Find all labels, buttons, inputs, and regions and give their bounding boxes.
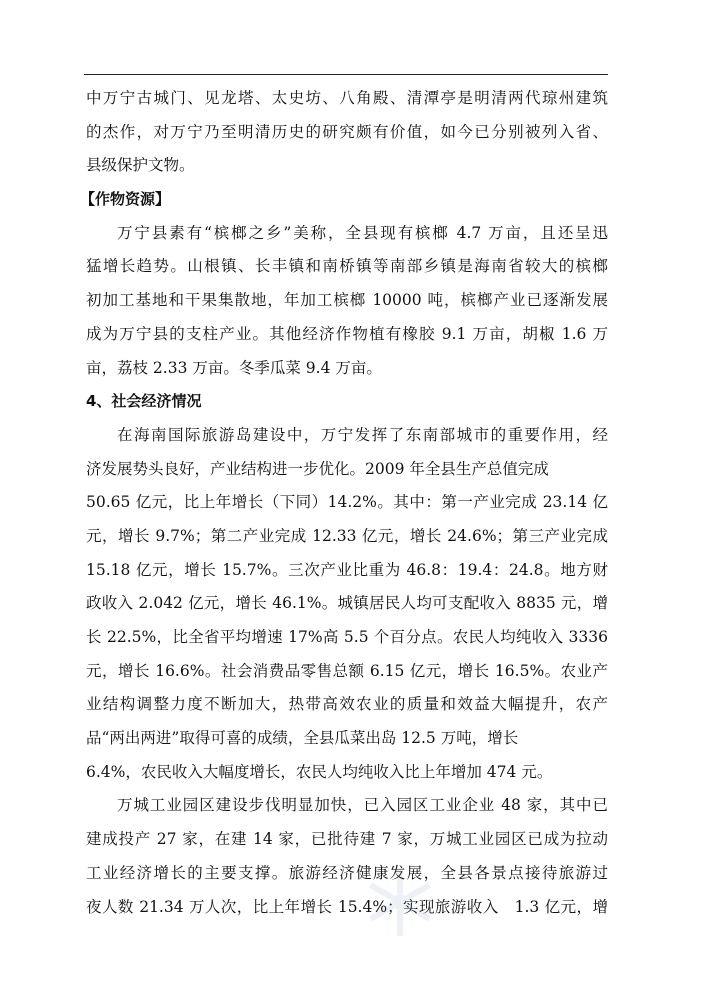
section-heading-socioeconomic: 4、社会经济情况 <box>86 392 202 411</box>
text-line: 品“两出两进”取得可喜的成绩，全县瓜菜出岛 12.5 万吨，增长 <box>86 729 519 748</box>
text-line: 政收入 2.042 亿元，增长 46.1%。城镇居民人均可支配收入 8835 元，增 <box>86 594 608 613</box>
text-line: 元，增长 16.6%。社会消费品零售总额 6.15 亿元，增长 16.5%。农业产 <box>86 661 608 680</box>
text-line: 亩，荔枝 2.33 万亩。冬季瓜菜 9.4 万亩。 <box>86 358 382 377</box>
text-line: 中万宁古城门、见龙塔、太史坊、八角殿、清潭亭是明清两代琼州建筑 <box>86 89 608 107</box>
text-line: 成为万宁县的支柱产业。其他经济作物植有橡胶 9.1 万亩，胡椒 1.6 万 <box>86 324 608 343</box>
section-heading-crop-resources: 【作物资源】 <box>80 190 171 209</box>
text-line: 在海南国际旅游岛建设中，万宁发挥了东南部城市的重要作用，经 <box>117 425 608 444</box>
text-line: 50.65 亿元，比上年增长（下同）14.2%。其中：第一产业完成 23.14 亿 <box>86 493 608 512</box>
text-line: 建成投产 27 家，在建 14 家，已批待建 7 家，万城工业园区已成为拉动 <box>86 830 608 849</box>
text-line: 元，增长 9.7%；第二产业完成 12.33 亿元，增长 24.6%；第三产业完成 <box>86 526 608 545</box>
text-line: 15.18 亿元，增长 15.7%。三次产业比重为 46.8：19.4：24.8。地方财 <box>86 560 608 579</box>
text-line: 业结构调整力度不断加大，热带高效农业的质量和效益大幅提升，农产 <box>86 695 608 714</box>
header-rule <box>84 74 608 75</box>
text-line: 猛增长趋势。山根镇、长丰镇和南桥镇等南部乡镇是海南省较大的槟榔 <box>86 257 608 276</box>
text-line: 的杰作，对万宁乃至明清历史的研究颇有价值，如今已分别被列入省、 <box>86 122 608 141</box>
text-line: 万宁县素有“槟榔之乡”美称，全县现有槟榔 4.7 万亩，且还呈迅 <box>117 223 608 242</box>
text-line: 工业经济增长的主要支撑。旅游经济健康发展，全县各景点接待旅游过 <box>86 863 608 882</box>
text-line: 长 22.5%，比全省平均增速 17%高 5.5 个百分点。农民人均纯收入 3336 <box>86 628 608 646</box>
document-body <box>80 82 608 924</box>
text-line: 初加工基地和干果集散地，年加工槟榔 10000 吨，槟榔产业已逐渐发展 <box>86 291 608 310</box>
text-line: 万城工业园区建设步伐明显加快，已入园区工业企业 48 家，其中已 <box>117 796 608 815</box>
text-line: 6.4%，农民收入大幅度增长，农民人均纯收入比上年增加 474 元。 <box>86 762 553 781</box>
text-line: 夜人数 21.34 万人次，比上年增长 15.4%；实现旅游收入 1.3 亿元，增 <box>86 897 608 916</box>
text-line: 县级保护文物。 <box>86 156 195 175</box>
snowflake-watermark-icon <box>360 862 440 942</box>
text-line: 济发展势头良好，产业结构进一步优化。2009 年全县生产总值完成 <box>86 459 549 478</box>
